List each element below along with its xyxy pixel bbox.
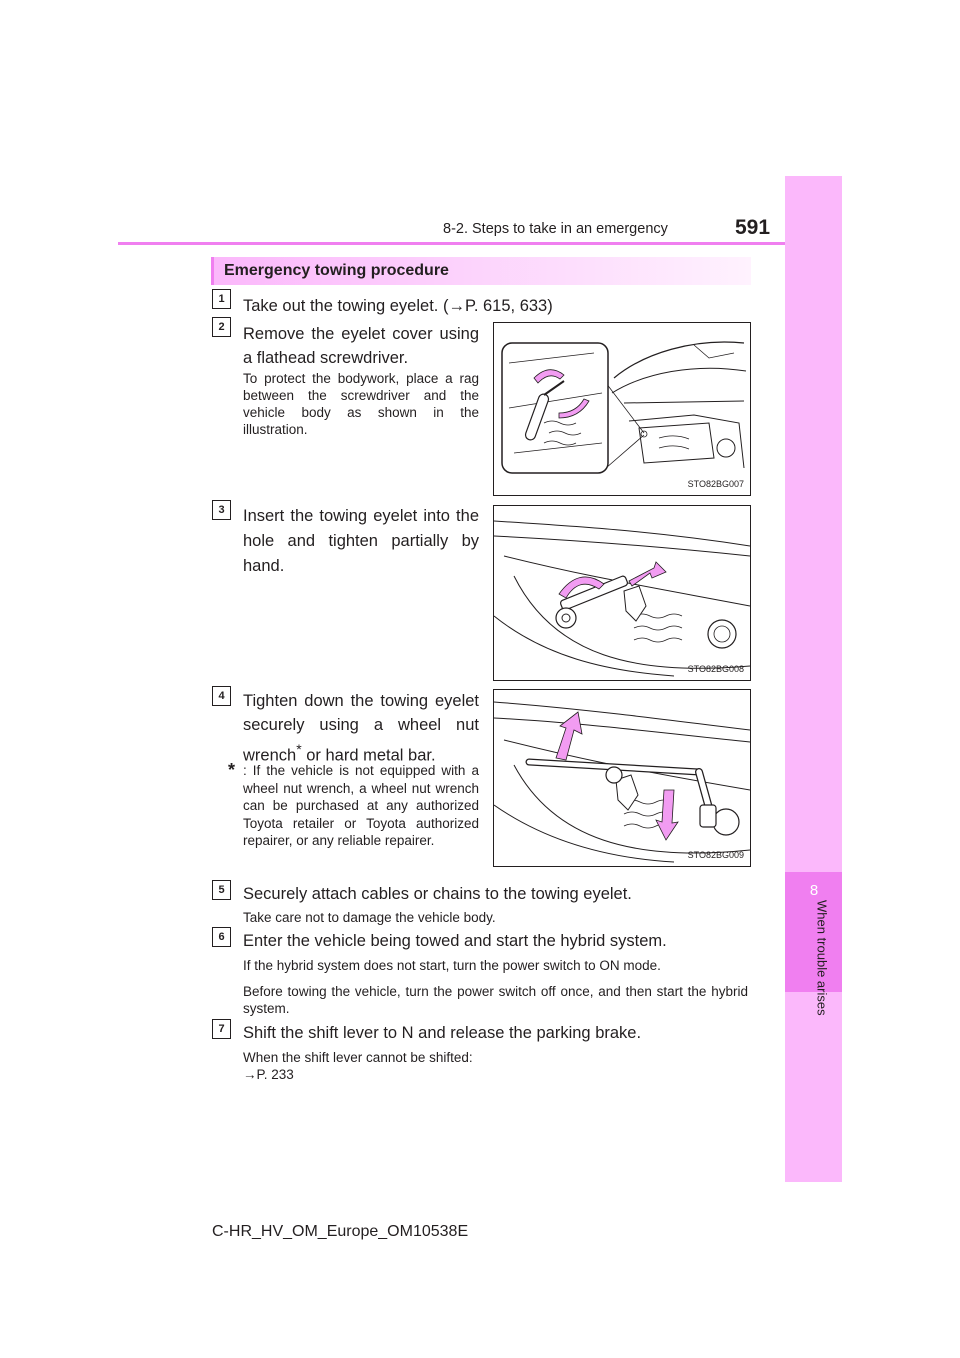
step-6-note-2: Before towing the vehicle, turn the power switch off once, and then start the hybrid system. <box>243 984 748 1016</box>
page-reference-link[interactable]: →P. 233 <box>243 1067 294 1082</box>
section-header: 8-2. Steps to take in an emergency <box>443 221 668 237</box>
step-number-7: 7 <box>212 1019 231 1039</box>
figure-tighten-eyelet <box>493 689 751 867</box>
chapter-number: 8 <box>809 882 819 899</box>
step-4-text <box>243 689 479 768</box>
step-7-note: When the shift lever cannot be shifted: <box>243 1050 473 1065</box>
step-5-note: Take care not to damage the vehicle body. <box>243 910 496 925</box>
page-number: 591 <box>735 216 771 239</box>
figure-code: STO82BG009 <box>687 850 744 860</box>
step-4-text-end: or hard metal bar. <box>301 746 436 765</box>
figure-code: STO82BG007 <box>687 479 744 489</box>
section-title: Emergency towing procedure <box>224 262 449 279</box>
figure-insert-eyelet <box>493 505 751 681</box>
step-6-text: Enter the vehicle being towed and start the hybrid system. <box>243 932 667 950</box>
step-number-4: 4 <box>212 686 231 706</box>
header-rule <box>118 242 842 245</box>
step-3-text: Insert the towing eyelet into the hole and tighten partially by hand. <box>243 507 479 575</box>
step-4-footnote: : If the vehicle is not equipped with a wheel nut wrench, a wheel nut wrench can be purchased at any authorized Toyota retailer or Toyota authorized repairer, or any reliable repairer. <box>243 763 479 848</box>
step-4-text-main: Tighten down the towing eyelet securely using a wheel nut wrench <box>243 692 479 765</box>
footnote-asterisk: * <box>296 741 302 757</box>
step-2-text: Remove the eyelet cover using a flathead screwdriver. <box>243 325 479 367</box>
figure-code: STO82BG008 <box>687 664 744 674</box>
footnote-mark: * <box>228 760 236 780</box>
step-1-text: Take out the towing eyelet. (→P. 615, 633) <box>243 297 553 315</box>
step-number-6: 6 <box>212 927 231 947</box>
step-number-5: 5 <box>212 880 231 900</box>
chapter-title: When trouble arises <box>814 900 830 1016</box>
step-number-1: 1 <box>212 289 231 309</box>
figure-remove-cover <box>493 322 751 496</box>
step-number-3: 3 <box>212 500 231 520</box>
step-5-text: Securely attach cables or chains to the towing eyelet. <box>243 885 632 903</box>
step-number-2: 2 <box>212 317 231 337</box>
step-2-note: To protect the bodywork, place a rag between the screwdriver and the vehicle body as shown in the illustration. <box>243 371 479 437</box>
step-6-note: If the hybrid system does not start, turn the power switch to ON mode. <box>243 958 661 973</box>
step-7-text: Shift the shift lever to N and release the parking brake. <box>243 1024 642 1042</box>
document-code: C-HR_HV_OM_Europe_OM10538E <box>212 1223 469 1240</box>
